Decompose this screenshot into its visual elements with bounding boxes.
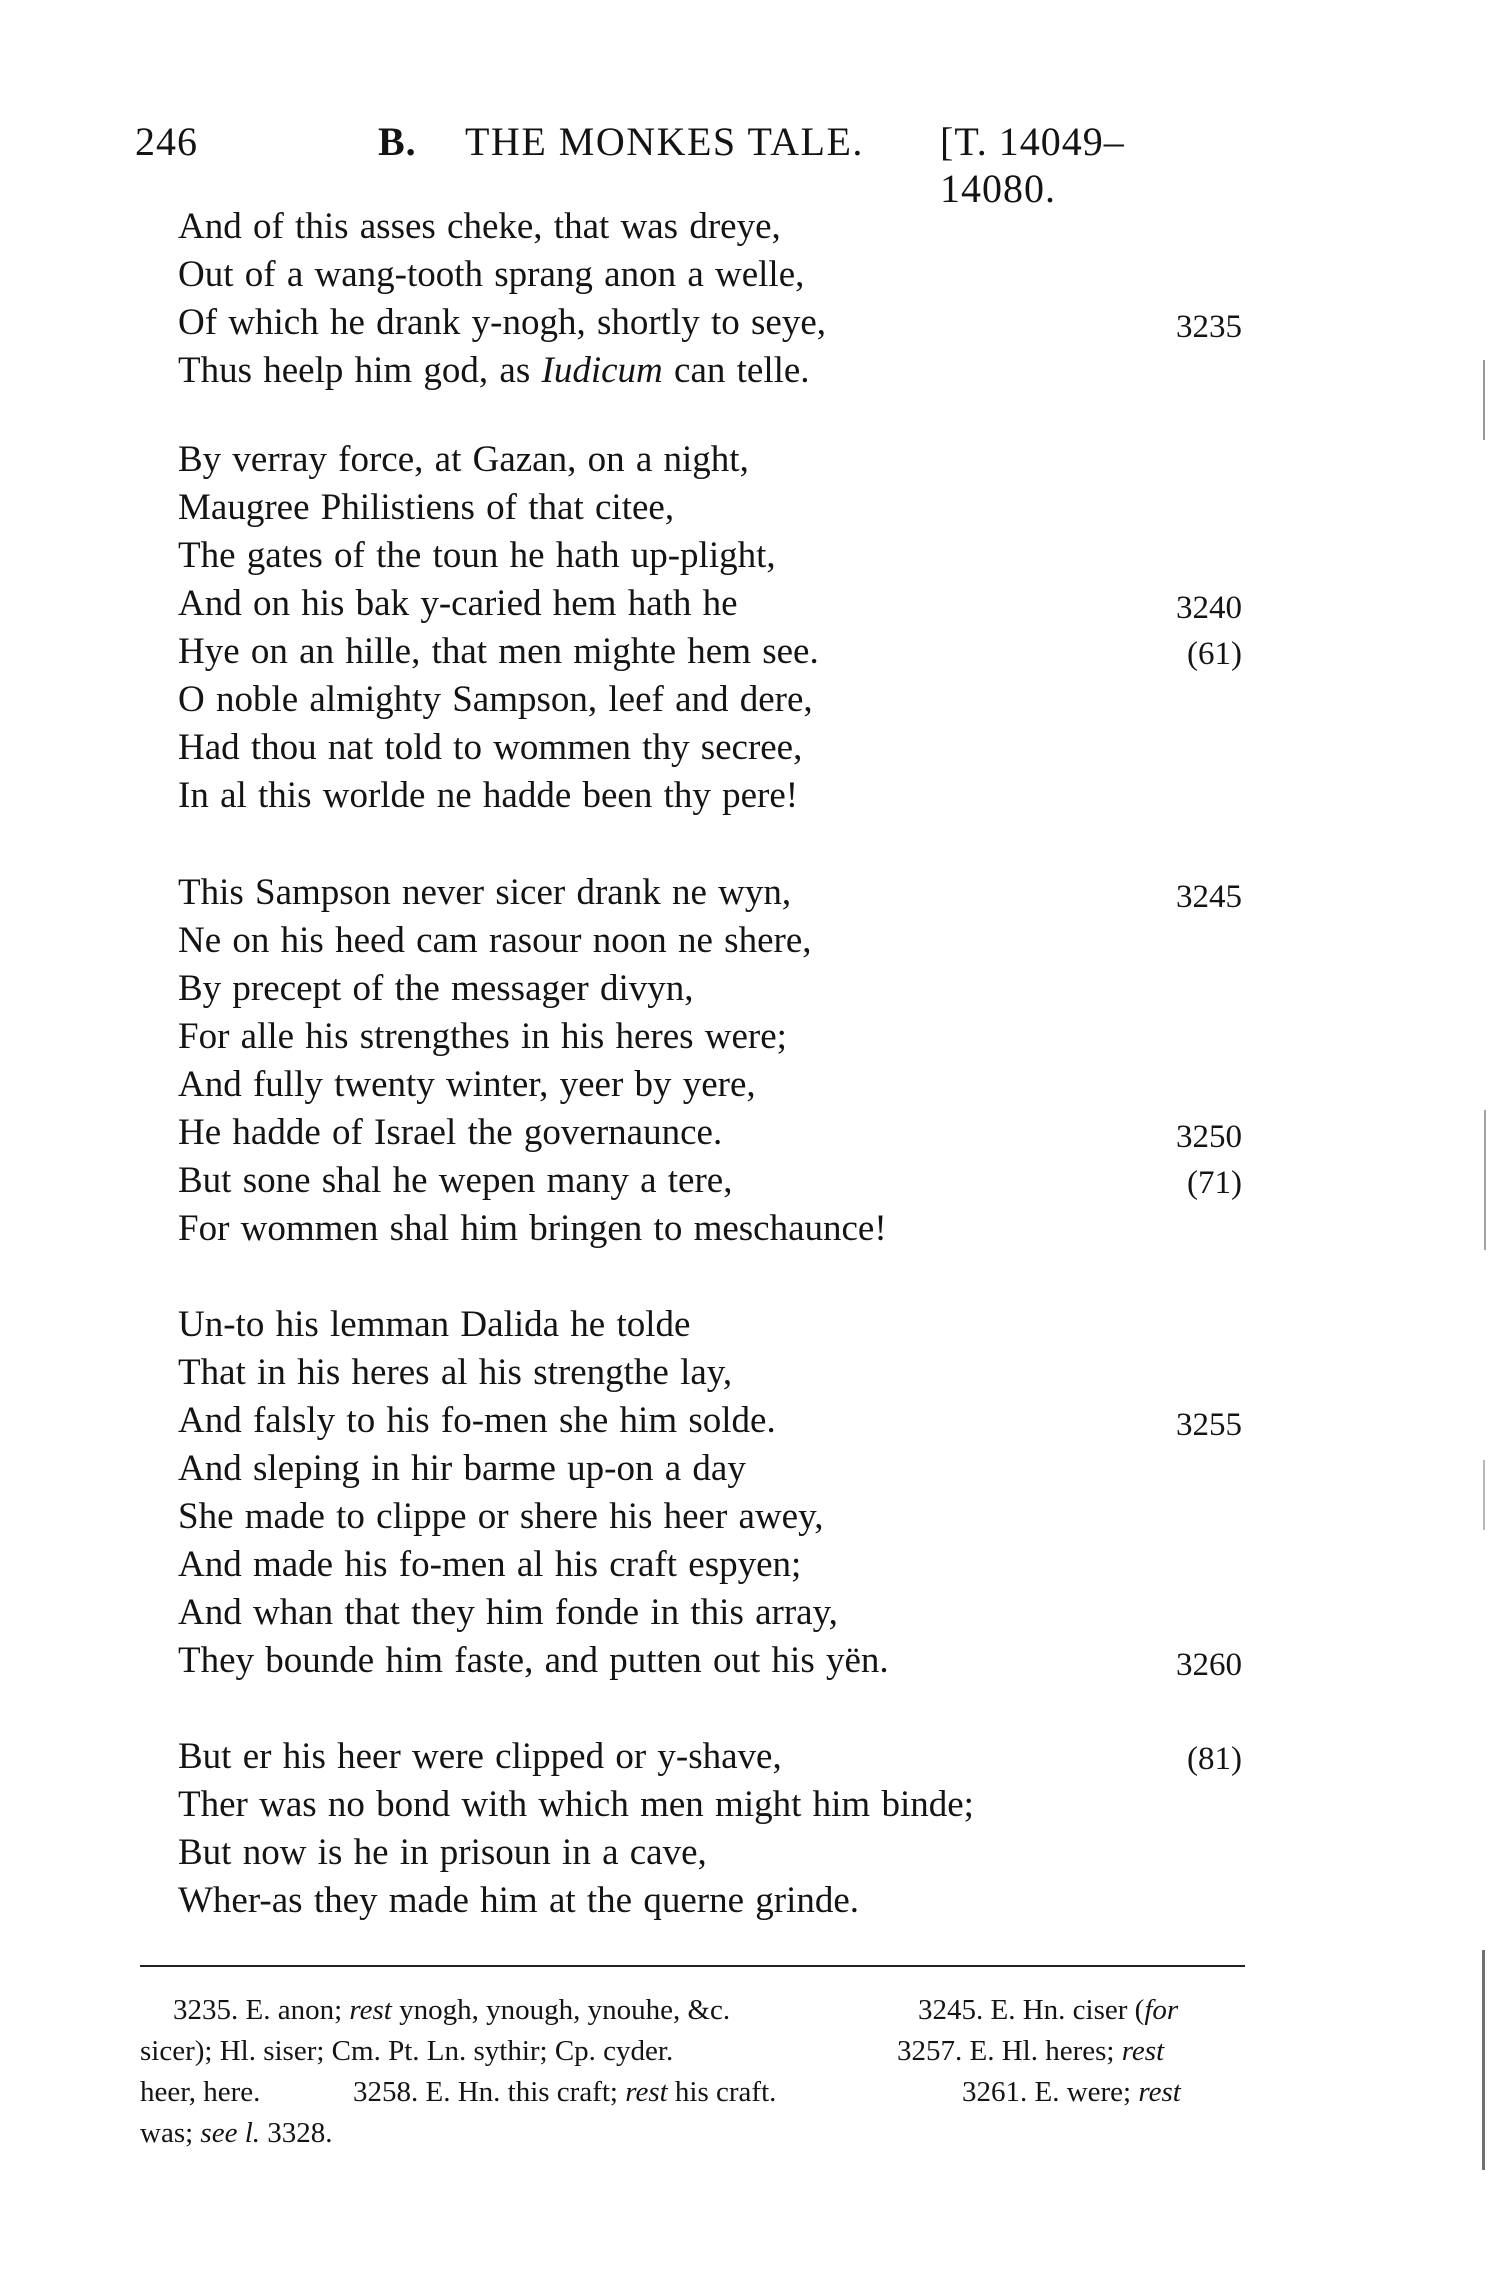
line-number: 3260: [1176, 1647, 1242, 1683]
verse-line: And falsly to his fo-men she him solde.: [178, 1400, 776, 1441]
verse-line: Of which he drank y-nogh, shortly to seye,: [178, 302, 827, 343]
footnote-text: 3258. E. Hn. this craft; rest his craft.: [353, 2076, 777, 2108]
scan-edge-mark: [1482, 1950, 1485, 2170]
line-number: 3235: [1176, 309, 1242, 345]
line-number: 3240: [1176, 590, 1242, 626]
footnote-divider: [140, 1965, 1245, 1967]
scan-edge-mark: [1483, 360, 1485, 440]
line-number: 3250: [1176, 1119, 1242, 1155]
verse-text: And sleping in hir barme up-on a day: [178, 1448, 746, 1489]
verse-line: But er his heer were clipped or y-shave,: [178, 1736, 782, 1777]
verse-line: She made to clippe or shere his heer awey,: [178, 1496, 824, 1537]
verse-line: [178, 347, 1128, 395]
verse-line: Had thou nat told to wommen thy secree,: [178, 727, 803, 768]
verse-line: And made his fo-men al his craft espyen;: [178, 1544, 802, 1585]
footnote-text: 3257. E. Hl. heres; rest: [897, 2035, 1165, 2067]
footnote-text: was; see l. 3328.: [140, 2117, 333, 2149]
verse-line: But now is he in prisoun in a cave,: [178, 1832, 707, 1873]
verse-line: And fully twenty winter, yeer by yere,: [178, 1064, 756, 1105]
verse-line: Ther was no bond with which men might him binde;: [178, 1784, 974, 1825]
page-title: THE MONKES TALE.: [465, 119, 864, 164]
verse-line: For wommen shal him bringen to meschaunce!: [178, 1208, 887, 1249]
running-header: [135, 118, 1235, 211]
footnote-text: 3245. E. Hn. ciser (for: [918, 1994, 1179, 2026]
verse-line: Hye on an hille, that men mighte hem see.: [178, 631, 819, 672]
verse-line: For alle his strengthes in his heres were;: [178, 1016, 787, 1057]
verse-line: And whan that they him fonde in this array,: [178, 1592, 838, 1633]
footnote-line: [140, 2072, 1245, 2113]
line-number: 3245: [1176, 879, 1242, 915]
verse-line: Maugree Philistiens of that citee,: [178, 487, 675, 528]
verse-line: But sone shal he wepen many a tere,: [178, 1160, 733, 1201]
verse-line: And on his bak y-caried hem hath he: [178, 583, 738, 624]
footnote-line: [140, 1990, 1245, 2031]
verse-line: Wher-as they made him at the querne grinde.: [178, 1880, 860, 1921]
line-range: [T. 14049–14080.: [940, 119, 1125, 211]
verse-line: That in his heres al his strengthe lay,: [178, 1352, 733, 1393]
verse-line: O noble almighty Sampson, leef and dere,: [178, 679, 813, 720]
verse-line: By verray force, at Gazan, on a night,: [178, 439, 749, 480]
verse-line: He hadde of Israel the governaunce.: [178, 1112, 723, 1153]
italic-word: Iudicum: [541, 350, 663, 391]
verse-line: [178, 1445, 1128, 1493]
verse-line: By precept of the messager divyn,: [178, 968, 694, 1009]
scan-edge-mark: [1483, 1460, 1485, 1530]
footnote-line: [140, 2031, 1245, 2072]
line-number: (61): [1187, 636, 1242, 672]
line-number: 3255: [1176, 1407, 1242, 1443]
verse-line: And of this asses cheke, that was dreye,: [178, 206, 781, 247]
verse-line: They bounde him faste, and putten out his yën.: [178, 1640, 889, 1681]
line-number: (81): [1187, 1741, 1242, 1777]
verse-line: Out of a wang-tooth sprang anon a welle,: [178, 254, 805, 295]
section-letter: B.: [378, 119, 417, 164]
line-number: (71): [1187, 1165, 1242, 1201]
footnote-line: [140, 2113, 1245, 2154]
verse-text: can telle.: [662, 350, 810, 391]
footnote-text: 3261. E. were; rest: [962, 2076, 1181, 2108]
verse-line: The gates of the toun he hath up-plight,: [178, 535, 776, 576]
verse-line: This Sampson never sicer drank ne wyn,: [178, 872, 792, 913]
footnotes: [140, 1990, 1245, 2154]
verse-line: In al this worlde ne hadde been thy pere!: [178, 775, 799, 816]
page-number: 246: [135, 119, 198, 164]
footnote-text: 3235. E. anon; rest ynogh, ynough, ynouhe, &c.: [173, 1994, 731, 2026]
verse-line: Ne on his heed cam rasour noon ne shere,: [178, 920, 812, 961]
verse-text: Thus heelp him god, as: [178, 350, 542, 391]
footnote-text: sicer); Hl. siser; Cm. Pt. Ln. sythir; Cp. cyder.: [140, 2035, 674, 2067]
verse-line: Un-to his lemman Dalida he tolde: [178, 1304, 691, 1345]
footnote-text: heer, here.: [140, 2076, 261, 2108]
scan-edge-mark: [1484, 1110, 1486, 1250]
